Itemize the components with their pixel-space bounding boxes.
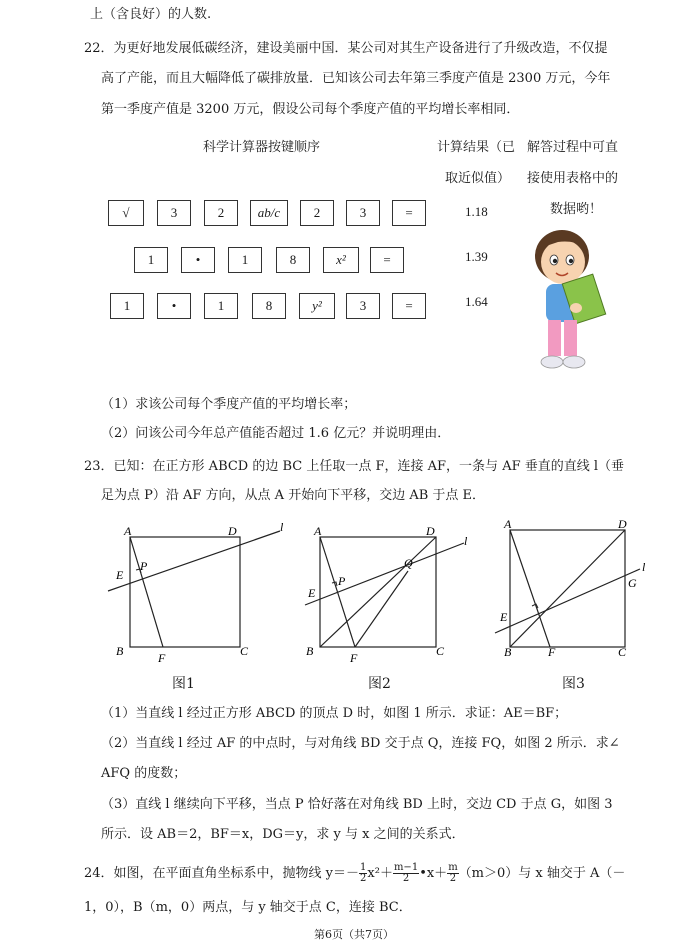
key-abc: ab/c [250,200,288,226]
q24-line-1-part-b: x²＋ [367,865,393,881]
q23-line-2: 足为点 P）沿 AF 方向，从点 A 开始向下平移，交边 AB 于点 E． [101,488,486,503]
figure-3-caption: 图3 [562,676,585,692]
bubble-text-1: 解答过程中可直 [527,140,619,155]
top-line: 上（含良好）的人数. [90,7,212,22]
q24-frac-1-den: 2 [360,873,367,884]
q24-line-1-part-c: •x＋ [419,865,448,881]
fig3-label-F: F [548,645,556,659]
q23-sub2-b: AFQ 的度数； [101,766,187,781]
fig2-label-E: E [308,586,316,600]
key-equals-3: = [392,293,426,319]
figure-2-caption: 图2 [368,676,391,692]
q24-line-1-part-a: 24．如图，在平面直角坐标系中，抛物线 y＝－ [84,865,360,881]
result-3: 1.64 [465,294,488,309]
fig1-label-F: F [158,651,166,665]
key-equals-2: = [370,247,404,273]
q24-frac-2-den: 2 [402,873,410,884]
fig2-label-D: D [426,524,435,538]
key-sqrt: √ [108,200,144,226]
key-3c: 3 [346,293,380,319]
table-header-result-2: 取近似值） [445,171,511,186]
q24-frac-3-den: 2 [449,873,457,884]
key-y-squared: y² [299,293,335,319]
q24-frac-1-num: 1 [360,862,367,873]
fig1-label-P: P [140,559,148,573]
key-2b: 2 [300,200,334,226]
fig3-label-C: C [618,645,627,659]
key-1d: 1 [204,293,238,319]
fig1-label-D: D [228,524,237,538]
fig1-label-C: C [240,644,249,658]
cartoon-boy-illustration [528,226,618,374]
table-header-keys: 科学计算器按键顺序 [203,140,321,155]
q23-line-1: 23．已知：在正方形 ABCD 的边 BC 上任取一点 F，连接 AF，一条与 AF 垂直的直线 l（垂 [84,459,625,474]
figure-1-caption: 图1 [172,676,195,692]
fig2-label-F: F [350,651,358,665]
key-equals: = [392,200,426,226]
q23-sub2-a: （2）当直线 l 经过 AF 的中点时，与对角线 BD 交于点 Q，连接 FQ，如图 2 所示．求∠ [101,736,620,751]
bubble-text-2: 接使用表格中的 [527,171,619,186]
q22-sub2: （2）问该公司今年总产值能否超过 1.6 亿元？并说明理由． [101,426,451,441]
fig3-label-E: E [500,610,508,624]
q22-line-3: 第一季度产值是 3200 万元，假设公司每个季度产值的平均增长率相同． [101,102,520,117]
fig3-label-D: D [618,517,627,531]
fig1-label-l: l [280,520,284,534]
key-3b: 3 [346,200,380,226]
key-3: 3 [157,200,191,226]
q22-line-2: 高了产能，而且大幅降低了碳排放量．已知该公司去年第三季度产值是 2300 万元，今年 [101,71,611,86]
q24-line-2: 1，0），B（m，0）两点，与 y 轴交于点 C，连接 BC． [84,900,412,915]
q24-frac-2 [393,863,419,884]
fig1-label-B: B [116,644,124,658]
q22-sub1: （1）求该公司每个季度产值的平均增长率； [101,397,357,412]
fig1-label-E: E [116,568,124,582]
q23-sub1: （1）当直线 l 经过正方形 ABCD 的顶点 D 时，如图 1 所示．求证：AE＝BF； [101,706,568,721]
fig1-label-A: A [124,524,132,538]
key-2: 2 [204,200,238,226]
table-header-result-1: 计算结果（已 [437,140,516,155]
q24-line-1 [84,863,625,884]
key-1: 1 [134,247,168,273]
fig2-label-P: P [338,574,346,588]
fig2-label-C: C [436,644,445,658]
result-2: 1.39 [465,249,488,264]
bubble-text-3: 数据哟！ [550,202,603,217]
page-footer: 第6页（共7页） [314,928,394,941]
q24-frac-1 [359,863,367,884]
q23-sub3-a: （3）直线 l 继续向下平移，当点 P 恰好落在对角线 BD 上时，交边 CD 于点 G，如图 3 [101,797,613,812]
figure-2-diagram [300,515,480,665]
key-8: 8 [276,247,310,273]
q24-frac-2-num: m−1 [393,862,419,873]
q24-frac-3-num: m [448,862,458,873]
key-dot-2: • [157,293,191,319]
q24-line-1-part-d: （m＞0）与 x 轴交于 A（－ [458,865,626,881]
fig3-label-A: A [504,517,512,531]
q22-line-1: 22．为更好地发展低碳经济，建设美丽中国．某公司对其生产设备进行了升级改造，不仅提 [84,41,608,56]
key-x-squared: x² [323,247,359,273]
key-1b: 1 [228,247,262,273]
key-8b: 8 [252,293,286,319]
q23-sub3-b: 所示．设 AB＝2，BF＝x，DG＝y，求 y 与 x 之间的关系式． [101,827,465,842]
fig2-label-Q: Q [404,556,413,570]
fig2-label-B: B [306,644,314,658]
figure-1-diagram [100,515,290,665]
fig2-label-l: l [464,534,468,548]
result-1: 1.18 [465,204,488,219]
figure-3-diagram [490,515,660,665]
fig3-label-G: G [628,576,637,590]
fig3-label-l: l [642,560,646,574]
key-1c: 1 [110,293,144,319]
q24-frac-3 [447,863,458,884]
fig2-label-A: A [314,524,322,538]
fig3-label-B: B [504,645,512,659]
key-dot: • [181,247,215,273]
